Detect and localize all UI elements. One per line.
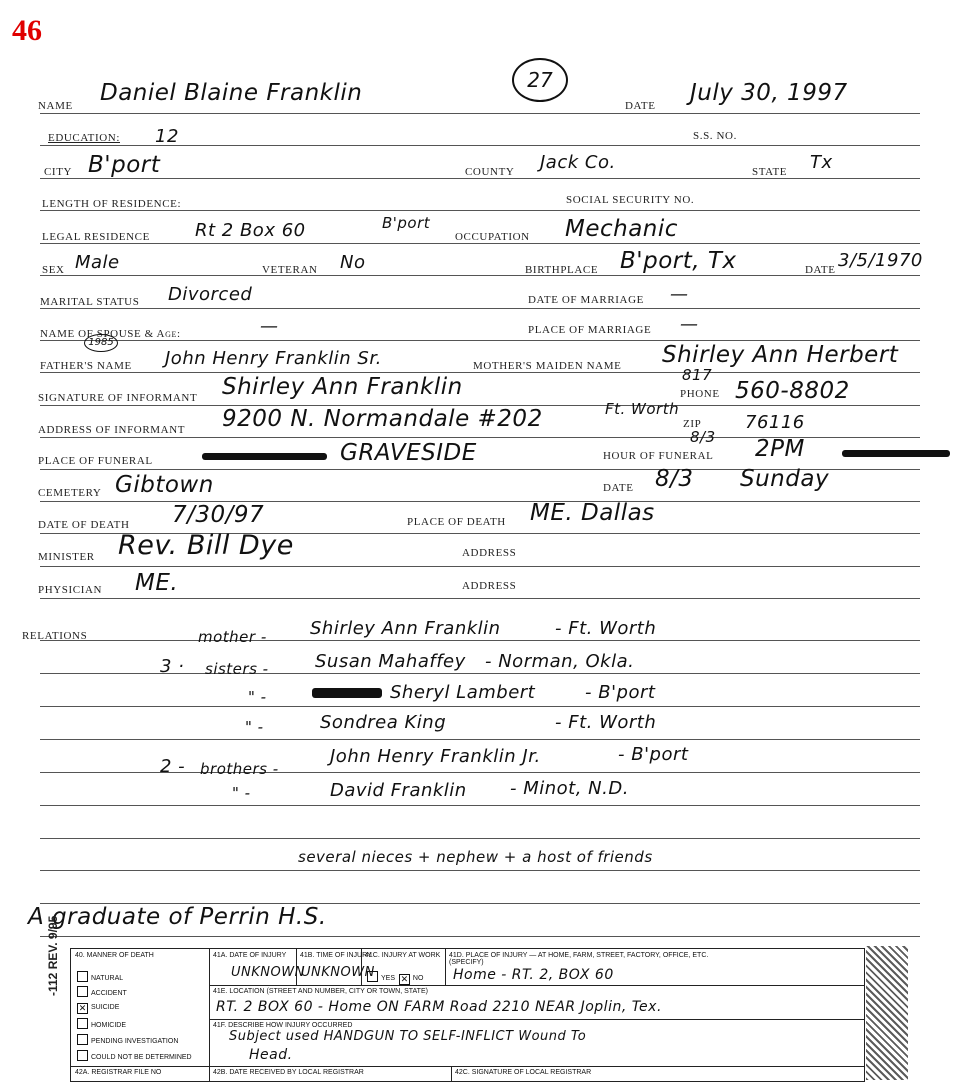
city-value: B'port: [88, 152, 161, 178]
place-of-injury-label: 41D. PLACE OF INJURY — AT HOME, FARM, STREET, FACTORY, OFFICE, ETC. (SPECIFY): [449, 952, 709, 966]
education-value: 12: [155, 126, 179, 147]
birthplace-value: B'port, Tx: [620, 248, 737, 274]
struck-out-text: [842, 450, 950, 457]
signature-registrar-label: 42C. SIGNATURE OF LOCAL REGISTRAR: [455, 1069, 592, 1076]
cemetery-date-label: DATE: [603, 482, 634, 494]
relation-place: - Ft. Worth: [555, 712, 657, 733]
describe-injury-label: 41F. DESCRIBE HOW INJURY OCCURRED: [213, 1022, 353, 1029]
zip-label: ZIP: [683, 418, 702, 430]
relation-type: " -: [232, 784, 251, 802]
manner-option-label: COULD NOT BE DETERMINED: [91, 1054, 192, 1061]
hour-of-funeral-value: 2PM: [755, 436, 805, 462]
checkbox: [77, 986, 88, 997]
birth-date-label: DATE: [805, 264, 836, 276]
time-of-injury-value: UNKNOWN: [301, 965, 375, 980]
minister-value: Rev. Bill Dye: [118, 530, 294, 561]
place-of-injury-value: Home - RT. 2, BOX 60: [453, 967, 614, 983]
place-of-marriage-value: —: [680, 314, 699, 335]
mothers-maiden-name-label: MOTHER'S MAIDEN NAME: [473, 360, 622, 372]
injury-at-work-options: [367, 971, 423, 985]
manner-option-label: PENDING INVESTIGATION: [91, 1038, 179, 1045]
county-value: Jack Co.: [540, 152, 616, 173]
manner-option-label: SUICIDE: [91, 1004, 120, 1011]
struck-out-text: [312, 688, 382, 698]
relation-place: - Minot, N.D.: [510, 778, 629, 799]
checkbox: [367, 971, 378, 982]
manner-option: [77, 1018, 126, 1029]
manner-option-label: HOMICIDE: [91, 1022, 126, 1029]
cemetery-label: CEMETERY: [38, 487, 102, 499]
minister-label: MINISTER: [38, 551, 95, 563]
checkbox: [77, 1018, 88, 1029]
location-value: RT. 2 BOX 60 - Home ON FARM Road 2210 NEAR Joplin, Tex.: [216, 999, 662, 1015]
relation-place: - B'port: [618, 744, 689, 765]
minister-address-label: ADDRESS: [462, 547, 517, 559]
relations-note: several nieces + nephew + a host of friends: [298, 848, 653, 866]
signature-of-informant-label: SIGNATURE OF INFORMANT: [38, 392, 198, 404]
place-of-funeral-value: GRAVESIDE: [340, 440, 477, 466]
death-certificate-fragment: [70, 948, 865, 1082]
checkbox-checked: ✕: [78, 1003, 87, 1013]
name-of-spouse-label: NAME OF SPOUSE & Age:: [40, 328, 181, 340]
phone-area-value: 817: [682, 366, 713, 384]
birthplace-label: BIRTHPLACE: [525, 264, 599, 276]
zip-value: 76116: [745, 412, 805, 433]
marital-status-label: MARITAL STATUS: [40, 296, 140, 308]
relations-label: RELATIONS: [22, 630, 88, 642]
name-label: NAME: [38, 100, 73, 112]
state-value: Tx: [810, 152, 833, 173]
describe-injury-value: Subject used HANDGUN TO SELF-INFLICT Wound To: [229, 1029, 587, 1044]
cemetery-value: Gibtown: [115, 472, 214, 498]
checkbox: [77, 971, 88, 982]
mothers-maiden-name-value: Shirley Ann Herbert: [662, 342, 899, 368]
manner-option: [77, 1003, 119, 1014]
relation-place: - Ft. Worth: [555, 618, 657, 639]
manner-option: [77, 1034, 178, 1045]
page-number: 46: [12, 14, 42, 47]
relation-type: mother -: [198, 628, 267, 646]
form-side-code: -112 REV. 9/95: [46, 915, 60, 996]
security-pattern: [866, 946, 908, 1080]
checkbox: [77, 1050, 88, 1061]
name-of-spouse-value: —: [260, 316, 279, 337]
relation-prefix: 2 -: [160, 756, 186, 777]
relation-type: " -: [248, 688, 267, 706]
place-of-funeral-label: PLACE OF FUNERAL: [38, 455, 153, 467]
date-of-marriage-label: DATE OF MARRIAGE: [528, 294, 644, 306]
birth-date-value: 3/5/1970: [838, 250, 923, 271]
state-label: STATE: [752, 166, 788, 178]
circled-number: 27: [512, 58, 568, 102]
social-security-label: SOCIAL SECURITY NO.: [566, 194, 695, 206]
relation-name: David Franklin: [330, 780, 467, 801]
hour-of-funeral-label: HOUR OF FUNERAL: [603, 450, 714, 462]
manner-option-label: NATURAL: [91, 975, 124, 982]
place-of-death-label: PLACE OF DEATH: [407, 516, 506, 528]
physician-label: PHYSICIAN: [38, 584, 103, 596]
relation-type: brothers -: [200, 760, 279, 778]
date-value: July 30, 1997: [690, 80, 848, 106]
relation-name: Sondrea King: [320, 712, 447, 733]
date-of-marriage-value: —: [670, 284, 689, 305]
phone-label: PHONE: [680, 388, 720, 400]
relation-type: " -: [245, 718, 264, 736]
name-value: Daniel Blaine Franklin: [100, 80, 363, 106]
date-of-death-value: 7/30/97: [172, 502, 265, 528]
no-label: NO: [412, 975, 424, 982]
date-of-injury-label: 41A. DATE OF INJURY: [213, 952, 287, 959]
ss-no-label: S.S. NO.: [693, 130, 737, 142]
time-of-injury-label: 41B. TIME OF INJURY: [300, 952, 372, 959]
city-label: CITY: [44, 166, 73, 178]
sex-label: SEX: [42, 264, 65, 276]
relation-prefix: 3 ·: [160, 656, 185, 677]
manner-option: [77, 986, 127, 997]
relation-name: Susan Mahaffey: [315, 651, 466, 672]
describe-injury-value-2: Head.: [249, 1047, 293, 1063]
length-of-residence-label: LENGTH OF RESIDENCE:: [42, 198, 182, 210]
legal-residence-label: LEGAL RESIDENCE: [42, 231, 150, 243]
manner-option: [77, 971, 123, 982]
cemetery-day-value: Sunday: [740, 466, 830, 492]
struck-out-text: [202, 453, 327, 460]
checkbox-checked: ✕: [400, 974, 409, 984]
manner-of-death-label: 40. MANNER OF DEATH: [75, 952, 154, 959]
date-of-injury-value: UNKNOWN: [231, 965, 305, 980]
manner-option-label: ACCIDENT: [91, 990, 127, 997]
sex-value: Male: [75, 252, 120, 273]
fathers-name-label: FATHER'S NAME: [40, 360, 132, 372]
legal-residence-city: B'port: [382, 214, 431, 232]
relation-name: Shirley Ann Franklin: [310, 618, 501, 639]
date-label: DATE: [625, 100, 656, 112]
physician-address-label: ADDRESS: [462, 580, 517, 592]
relation-name: John Henry Franklin Jr.: [330, 746, 541, 767]
education-label: EDUCATION:: [48, 132, 120, 144]
date-received-label: 42B. DATE RECEIVED BY LOCAL REGISTRAR: [213, 1069, 364, 1076]
fathers-name-value: John Henry Franklin Sr.: [165, 348, 382, 369]
relation-name: Sheryl Lambert: [390, 682, 536, 703]
relation-place: - Norman, Okla.: [485, 651, 635, 672]
place-of-death-value: ME. Dallas: [530, 500, 655, 526]
county-label: COUNTY: [465, 166, 515, 178]
occupation-value: Mechanic: [565, 216, 678, 242]
relation-type: sisters -: [205, 660, 269, 678]
cemetery-date-value: 8/3: [655, 466, 694, 492]
informant-city-value: Ft. Worth: [605, 400, 680, 418]
date-of-death-label: DATE OF DEATH: [38, 519, 130, 531]
legal-residence-value: Rt 2 Box 60: [195, 220, 306, 241]
injury-at-work-label: 41C. INJURY AT WORK: [365, 952, 441, 959]
occupation-label: OCCUPATION: [455, 231, 530, 243]
checkbox: [77, 1034, 88, 1045]
graduate-note: A graduate of Perrin H.S.: [28, 904, 327, 930]
location-label: 41E. LOCATION (STREET AND NUMBER, CITY OR TOWN, STATE): [213, 988, 428, 995]
place-of-marriage-label: PLACE OF MARRIAGE: [528, 324, 652, 336]
veteran-value: No: [340, 252, 366, 273]
father-note: 1985: [84, 334, 118, 352]
registrar-file-label: 42A. REGISTRAR FILE NO: [75, 1069, 162, 1076]
veteran-label: VETERAN: [262, 264, 318, 276]
address-of-informant-label: ADDRESS OF INFORMANT: [38, 424, 186, 436]
manner-option: [77, 1050, 192, 1061]
signature-of-informant-value: Shirley Ann Franklin: [222, 374, 463, 400]
relation-place: - B'port: [585, 682, 656, 703]
yes-label: YES: [381, 975, 396, 982]
funeral-date-note: 8/3: [690, 428, 716, 446]
marital-status-value: Divorced: [168, 284, 253, 305]
physician-value: ME.: [135, 570, 179, 596]
phone-value: 560-8802: [735, 378, 850, 404]
address-of-informant-value: 9200 N. Normandale #202: [222, 406, 543, 432]
